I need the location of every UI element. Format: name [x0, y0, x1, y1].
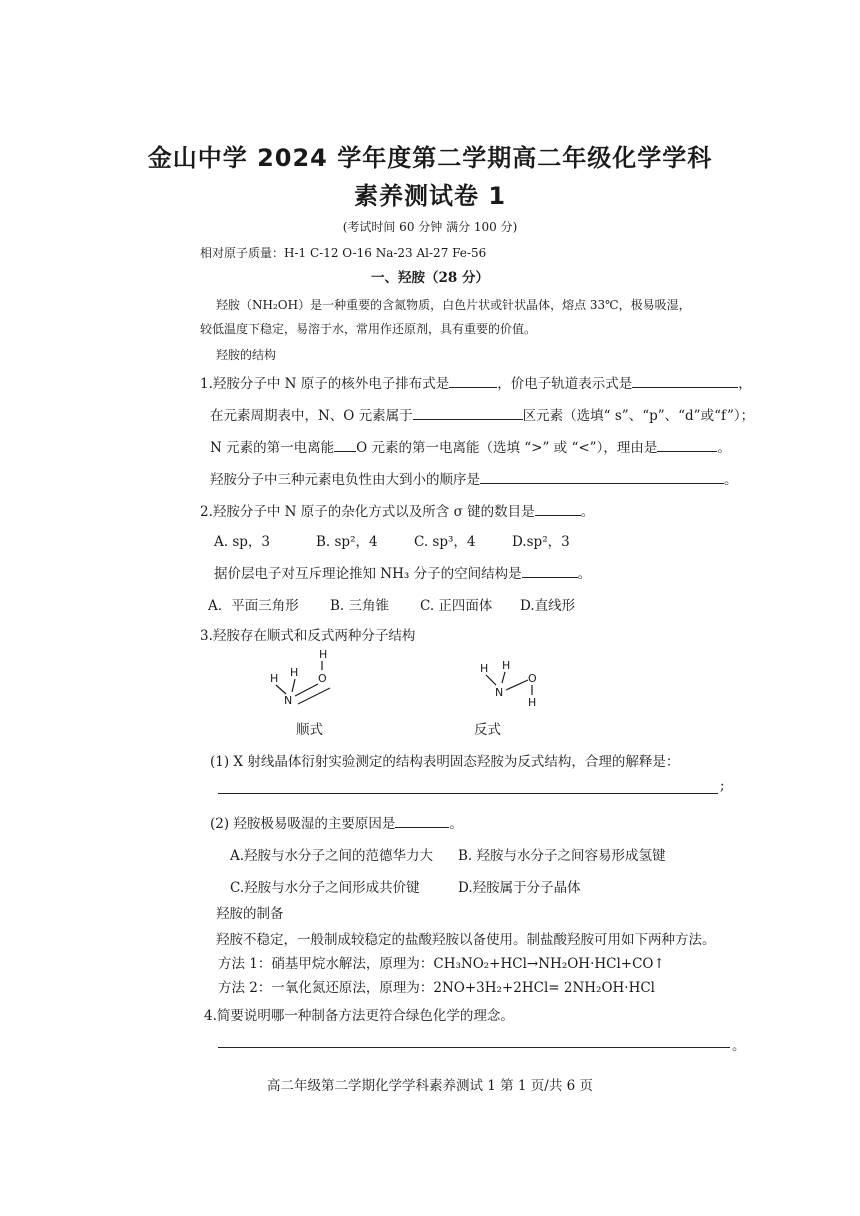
q1-line-2: [210, 404, 754, 424]
q2-vsepr-option-b[interactable]: B. 三角锥: [330, 598, 390, 614]
page-title: 金山中学 2024 学年度第二学期高二年级化学学科: [147, 144, 713, 172]
page-subtitle: 素养测试卷 1: [353, 182, 507, 210]
q3-stem: 3.羟胺存在顺式和反式两种分子结构: [200, 628, 416, 644]
q2-vsepr-stem: [214, 562, 591, 582]
q3-sub2-text: (2) 羟胺极易吸湿的主要原因是: [210, 816, 396, 832]
q1-blank-compare[interactable]: [334, 437, 356, 452]
subheading-structure: 羟胺的结构: [216, 348, 277, 362]
exam-info: (考试时间 60 分钟 满分 100 分): [342, 220, 518, 234]
cis-atom-o: O: [318, 672, 327, 685]
trans-label: 反式: [474, 722, 501, 738]
intro-line-2: 较低温度下稳定，易溶于水，常用作还原剂，具有重要的价值。: [200, 322, 537, 336]
q3-sub2-option-a[interactable]: A.羟胺与水分子之间的范德华力大: [230, 848, 434, 864]
q1-line-4: [210, 468, 738, 488]
q2-option-b[interactable]: B. sp²，4: [316, 534, 378, 550]
q4-stem: 4.简要说明哪一种制备方法更符合绿色化学的理念。: [204, 1008, 514, 1024]
q1-blank-reason[interactable]: [657, 437, 717, 452]
trans-atom-h-left: H: [480, 662, 489, 675]
q1-line-1: [200, 372, 752, 392]
trans-atom-h-bottom: H: [528, 696, 537, 709]
q2-stem-text: 2.羟胺分子中 N 原子的杂化方式以及所含 σ 键的数目是: [200, 504, 535, 520]
q3-sub2-end: 。: [449, 816, 463, 832]
q2-blank[interactable]: [535, 501, 581, 516]
q1-blank-orbital[interactable]: [632, 373, 738, 388]
trans-atom-n: N: [495, 686, 504, 699]
q1-text-f: O 元素的第一电离能（选填 “>” 或 “<”），理由是: [356, 440, 658, 456]
q1-text-e: N 元素的第一电离能: [210, 440, 335, 456]
q1-text-d: 区元素（选填“ s”、“p”、“d”或“f”）；: [522, 408, 755, 424]
q3-sub1-stem: (1) X 射线晶体衍射实验测定的结构表明固态羟胺为反式结构，合理的解释是：: [210, 754, 680, 770]
q4-end: 。: [732, 1038, 746, 1054]
q3-sub1-answer-line[interactable]: [218, 793, 718, 794]
q3-sub2-option-c[interactable]: C.羟胺与水分子之间形成共价键: [230, 880, 420, 896]
q2-stem: [200, 500, 594, 520]
cis-atom-n: N: [284, 694, 293, 707]
q1-line-3: [210, 436, 731, 456]
q2-stem-end: 。: [580, 504, 595, 520]
q2-option-c[interactable]: C. sp³，4: [414, 534, 476, 550]
page-footer: 高二年级第二学期化学学科素养测试 1 第 1 页/共 6 页: [266, 1078, 594, 1094]
q1-text-end: ，: [738, 376, 752, 392]
cis-label: 顺式: [296, 722, 323, 738]
q3-sub1-end: ;: [720, 778, 725, 794]
trans-atom-o: O: [528, 672, 537, 685]
q4-answer-line[interactable]: [218, 1047, 730, 1048]
cis-atom-h-mid: H: [290, 666, 299, 679]
prep-method-2: 方法 2：一氧化氮还原法，原理为：2NO+3H₂+2HCl= 2NH₂OH·HCl: [218, 980, 655, 996]
q2-vsepr-end: 。: [577, 566, 592, 582]
q3-sub2-option-d[interactable]: D.羟胺属于分子晶体: [458, 880, 581, 896]
cis-atom-h-left: H: [270, 672, 279, 685]
q1-text-a: 1.羟胺分子中 N 原子的核外电子排布式是: [200, 376, 450, 392]
prep-method-1: 方法 1：硝基甲烷水解法，原理为：CH₃NO₂+HCl→NH₂OH·HCl+CO↑: [218, 956, 665, 972]
q2-vsepr-text: 据价层电子对互斥理论推知 NH₃ 分子的空间结构是: [214, 566, 522, 582]
q3-sub2-blank[interactable]: [395, 813, 449, 828]
q1-text-c: 在元素周期表中，N、O 元素属于: [210, 408, 413, 424]
trans-structure-diagram: [476, 660, 552, 710]
q2-vsepr-option-a[interactable]: A．平面三角形: [208, 598, 299, 614]
atomic-masses: 相对原子质量：H-1 C-12 O-16 Na-23 Al-27 Fe-56: [200, 246, 487, 260]
q3-sub2-option-b[interactable]: B. 羟胺与水分子之间容易形成氢键: [458, 848, 666, 864]
cis-structure-diagram: [262, 648, 346, 710]
q2-option-a[interactable]: A. sp，3: [214, 534, 270, 550]
q1-text-b: ，价电子轨道表示式是: [497, 376, 633, 392]
q1-text-g: 羟胺分子中三种元素电负性由大到小的顺序是: [210, 472, 480, 488]
q2-option-d[interactable]: D.sp²，3: [512, 534, 570, 550]
q1-text-end-3: 。: [724, 472, 738, 488]
prep-intro: 羟胺不稳定，一般制成较稳定的盐酸羟胺以备使用。制盐酸羟胺可用如下两种方法。: [216, 932, 716, 948]
trans-atom-h-mid: H: [502, 660, 511, 672]
q3-sub2-stem: [210, 812, 463, 832]
q1-blank-electronegativity[interactable]: [480, 469, 724, 484]
prep-heading: 羟胺的制备: [216, 906, 284, 922]
q1-text-end-2: 。: [717, 440, 731, 456]
q2-vsepr-blank[interactable]: [522, 563, 578, 578]
q1-blank-config[interactable]: [449, 373, 497, 388]
section-heading: 一、羟胺（28 分）: [371, 270, 489, 286]
q1-blank-block[interactable]: [413, 405, 523, 420]
q2-vsepr-option-c[interactable]: C. 正四面体: [420, 598, 493, 614]
cis-atom-h-top: H: [319, 648, 328, 661]
q2-vsepr-option-d[interactable]: D.直线形: [520, 598, 576, 614]
intro-line-1: 羟胺（NH₂OH）是一种重要的含氮物质，白色片状或针状晶体，熔点 33℃，极易吸湿，: [216, 298, 691, 312]
